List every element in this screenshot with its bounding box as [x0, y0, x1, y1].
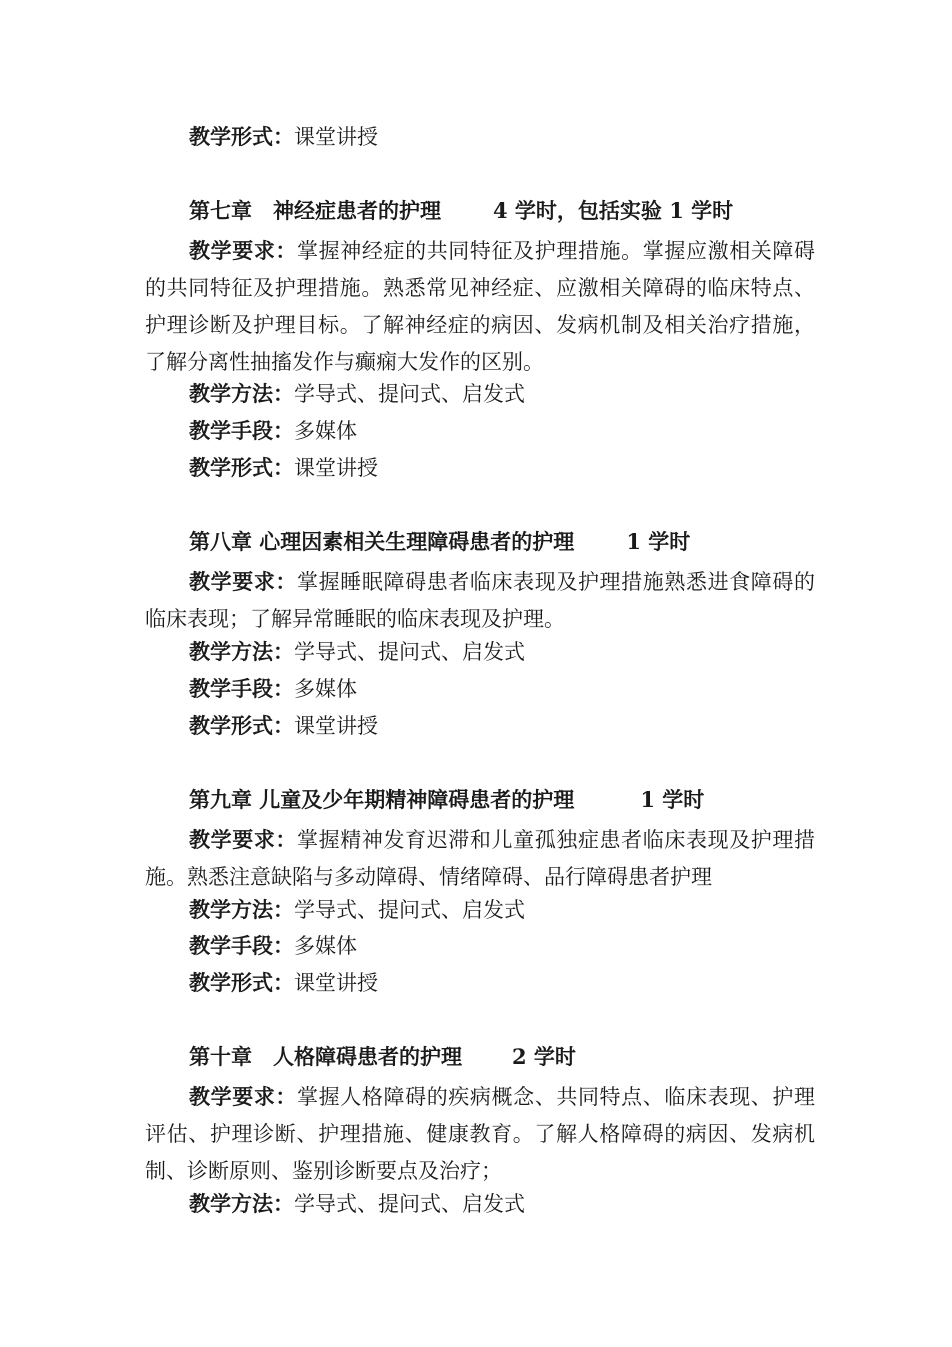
form-line [189, 123, 378, 151]
requirement-label: 教学要求： [189, 1084, 298, 1109]
chapter-hours: 1 学时 [626, 529, 691, 554]
chapter-hours: 1 学时 [640, 787, 705, 812]
method-value: 学导式、提问式、启发式 [294, 898, 525, 922]
method-value: 学导式、提问式、启发式 [294, 1192, 525, 1216]
chapter-heading [189, 786, 704, 814]
chapter-title: 第七章 神经症患者的护理 [189, 198, 441, 223]
form-value: 课堂讲授 [294, 971, 378, 995]
means-value: 多媒体 [294, 677, 357, 701]
chapter-heading [189, 197, 733, 225]
chapter-title: 第九章 儿童及少年期精神障碍患者的护理 [189, 787, 575, 812]
requirement-text: 掌握睡眠障碍患者临床表现及护理措施熟悉进食障碍的临床表现；了解异常睡眠的临床表现及护理。 [145, 570, 816, 631]
requirement-label: 教学要求： [189, 827, 298, 852]
requirement-label: 教学要求： [189, 238, 298, 263]
chapter-title: 第八章 心理因素相关生理障碍患者的护理 [189, 529, 575, 554]
means-value: 多媒体 [294, 419, 357, 443]
form-value: 课堂讲授 [294, 125, 378, 149]
method-value: 学导式、提问式、启发式 [294, 640, 525, 664]
chapter-hours: 2 学时 [512, 1044, 576, 1069]
form-line [189, 969, 378, 997]
chapter-heading [189, 528, 690, 556]
form-label: 教学形式： [189, 455, 294, 480]
method-line [189, 1190, 525, 1218]
means-label: 教学手段： [189, 418, 294, 443]
means-label: 教学手段： [189, 933, 294, 958]
requirement-text: 掌握精神发育迟滞和儿童孤独症患者临床表现及护理措施。熟悉注意缺陷与多动障碍、情绪障碍、品行障碍患者护理 [145, 828, 816, 889]
requirement-paragraph [145, 1078, 815, 1190]
means-label: 教学手段： [189, 676, 294, 701]
means-line [189, 932, 357, 960]
requirement-label: 教学要求： [189, 569, 298, 594]
method-label: 教学方法： [189, 639, 294, 664]
form-value: 课堂讲授 [294, 456, 378, 480]
requirement-paragraph [145, 563, 815, 638]
chapter-hours: 4 学时，包括实验 1 学时 [493, 198, 734, 223]
form-label: 教学形式： [189, 970, 294, 995]
form-value: 课堂讲授 [294, 714, 378, 738]
method-label: 教学方法： [189, 1191, 294, 1216]
requirement-paragraph [145, 232, 815, 381]
form-line [189, 712, 378, 740]
means-line [189, 417, 357, 445]
form-line [189, 454, 378, 482]
method-label: 教学方法： [189, 897, 294, 922]
means-value: 多媒体 [294, 934, 357, 958]
form-label: 教学形式： [189, 124, 294, 149]
requirement-text: 掌握神经症的共同特征及护理措施。掌握应激相关障碍的共同特征及护理措施。熟悉常见神经症、应激相关障碍的临床特点、护理诊断及护理目标。了解神经症的病因、发病机制及相关治疗措施，了解分离性抽搐发作与癫痫大发作的区别。 [145, 239, 816, 374]
requirement-text: 掌握人格障碍的疾病概念、共同特点、临床表现、护理评估、护理诊断、护理措施、健康教育。了解人格障碍的病因、发病机制、诊断原则、鉴别诊断要点及治疗； [145, 1085, 816, 1183]
method-value: 学导式、提问式、启发式 [294, 382, 525, 406]
chapter-heading [189, 1043, 576, 1071]
method-line [189, 638, 525, 666]
method-label: 教学方法： [189, 381, 294, 406]
chapter-title: 第十章 人格障碍患者的护理 [189, 1044, 462, 1069]
requirement-paragraph [145, 821, 815, 896]
means-line [189, 675, 357, 703]
method-line [189, 380, 525, 408]
method-line [189, 896, 525, 924]
form-label: 教学形式： [189, 713, 294, 738]
